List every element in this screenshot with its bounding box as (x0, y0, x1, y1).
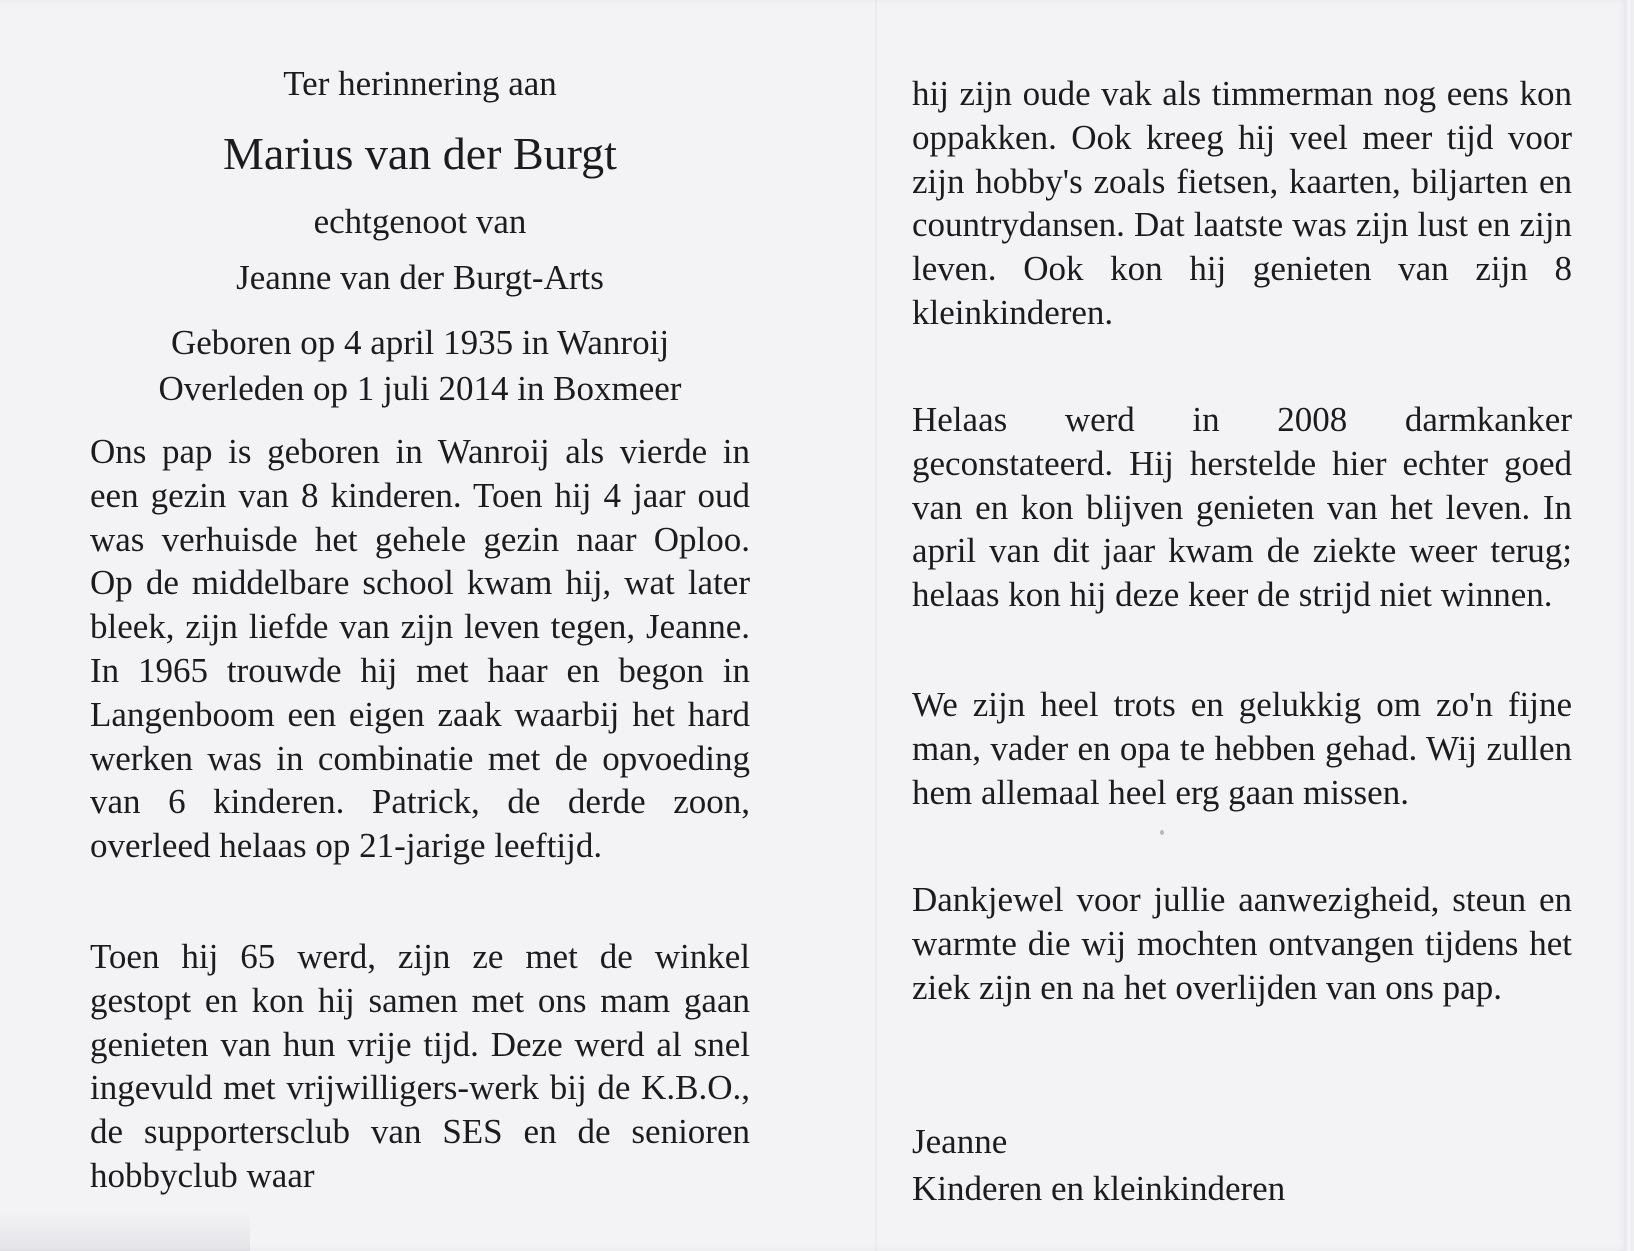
signature-line-2: Kinderen en kleinkinderen (912, 1169, 1286, 1208)
signature-block (912, 1118, 1572, 1212)
spouse-label: echtgenoot van (313, 202, 527, 241)
deceased-name: Marius van der Burgt (223, 128, 617, 179)
thanks-paragraph: Dankjewel voor jullie aanwezigheid, steun en warmte die wij mochten ontvangen tijdens het ziek zijn en na het overlijden van ons pap. (912, 880, 1572, 1007)
scan-smudge (0, 1211, 250, 1251)
illness-paragraph: Helaas werd in 2008 darmkanker geconstateerd. Hij herstelde hier echter goed van en kon blijven genieten van het leven. In april van dit jaar kwam de ziekte weer terug; helaas kon hij deze keer de strijd niet winnen. (912, 400, 1572, 615)
biography-paragraph-3: hij zijn oude vak als timmerman nog eens kon oppakken. Ook kreeg hij veel meer tijd voor zijn hobby's zoals fietsen, kaarten, biljarten en countrydansen. Dat laatste was zijn lust en zijn leven. Ook kon hij genieten van zijn 8 kleinkinderen. (912, 74, 1572, 332)
spouse-name: Jeanne van der Burgt-Arts (236, 258, 604, 297)
scan-edge (1624, 0, 1630, 1251)
biography-paragraph-1: Ons pap is geboren in Wanroij als vierde in een gezin van 8 kinderen. Toen hij 4 jaar oud was verhuisde het gehele gezin naar Oploo. Op de middelbare school kwam hij, wat later bleek, zijn liefde van zijn leven tegen, Jeanne. In 1965 trouwde hij met haar en begon in Langenboom een eigen zaak waarbij het hard werken was in combinatie met de opvoeding van 6 kinderen. Patrick, de derde zoon, overleed helaas op 21-jarige leeftijd. (90, 432, 750, 866)
biography-paragraph-2: Toen hij 65 werd, zijn ze met de winkel gestopt en kon hij samen met ons mam gaan genieten van hun vrije tijd. Deze werd al snel ingevuld met vrijwilligers-werk bij de K.B.O., de supportersclub van SES en de senioren hobbyclub waar (90, 937, 750, 1195)
tribute-paragraph: We zijn heel trots en gelukkig om zo'n fijne man, vader en opa te hebben gehad. Wij zullen hem allemaal heel erg gaan missen. (912, 685, 1572, 812)
intro-line: Ter herinnering aan (283, 64, 557, 103)
paper-speck (1160, 830, 1164, 835)
birth-line: Geboren op 4 april 1935 in Wanroij (170, 323, 670, 362)
death-line: Overleden op 1 juli 2014 in Boxmeer (158, 369, 682, 408)
signature-line-1: Jeanne (912, 1122, 1008, 1161)
card-fold-line (875, 0, 877, 1251)
life-dates (90, 320, 750, 412)
